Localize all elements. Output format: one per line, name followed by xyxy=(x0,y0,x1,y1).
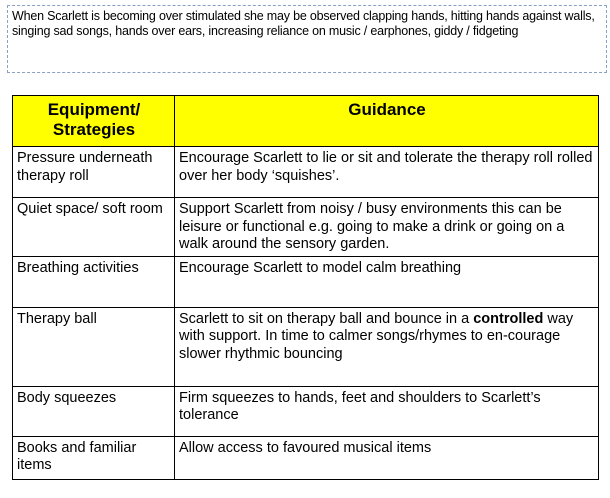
table-row xyxy=(13,386,599,436)
equipment-cell: Pressure underneath therapy roll xyxy=(13,147,175,198)
table-row xyxy=(13,256,599,307)
table-row xyxy=(13,307,599,386)
guidance-cell: Firm squeezes to hands, feet and shoulders to Scarlett’s tolerance xyxy=(175,386,599,436)
equipment-cell: Therapy ball xyxy=(13,307,175,386)
guidance-cell: Support Scarlett from noisy / busy environments this can be leisure or functional e.g. going to make a drink or going on a walk around the sensory garden. xyxy=(175,198,599,257)
observation-note xyxy=(7,5,607,73)
guidance-cell xyxy=(175,307,599,386)
equipment-cell: Body squeezes xyxy=(13,386,175,436)
guidance-text-before: Scarlett to sit on therapy ball and bounce in a xyxy=(179,310,474,327)
guidance-cell: Allow access to favoured musical items xyxy=(175,436,599,479)
table-row xyxy=(13,198,599,257)
equipment-cell: Quiet space/ soft room xyxy=(13,198,175,257)
guidance-cell: Encourage Scarlett to model calm breathing xyxy=(175,256,599,307)
guidance-emphasis: controlled xyxy=(473,310,544,327)
equipment-cell: Books and familiar items xyxy=(13,436,175,479)
equipment-cell: Breathing activities xyxy=(13,256,175,307)
guidance-text-after: way with support. In time to calmer songs/rhymes to en-courage slower rhythmic bouncing xyxy=(179,310,574,362)
table-row xyxy=(13,147,599,198)
table-header-row xyxy=(13,96,599,147)
table-row xyxy=(13,436,599,479)
header-equipment: Equipment/ Strategies xyxy=(13,96,175,147)
observation-note-text: When Scarlett is becoming over stimulated she may be observed clapping hands, hitting hands against walls, singing sad songs, hands over ears, increasing reliance on music / earphones, giddy / fidgeting xyxy=(12,9,595,38)
guidance-cell: Encourage Scarlett to lie or sit and tolerate the therapy roll rolled over her body ‘squishes’. xyxy=(175,147,599,198)
strategies-table xyxy=(12,95,599,480)
header-guidance: Guidance xyxy=(175,96,599,147)
